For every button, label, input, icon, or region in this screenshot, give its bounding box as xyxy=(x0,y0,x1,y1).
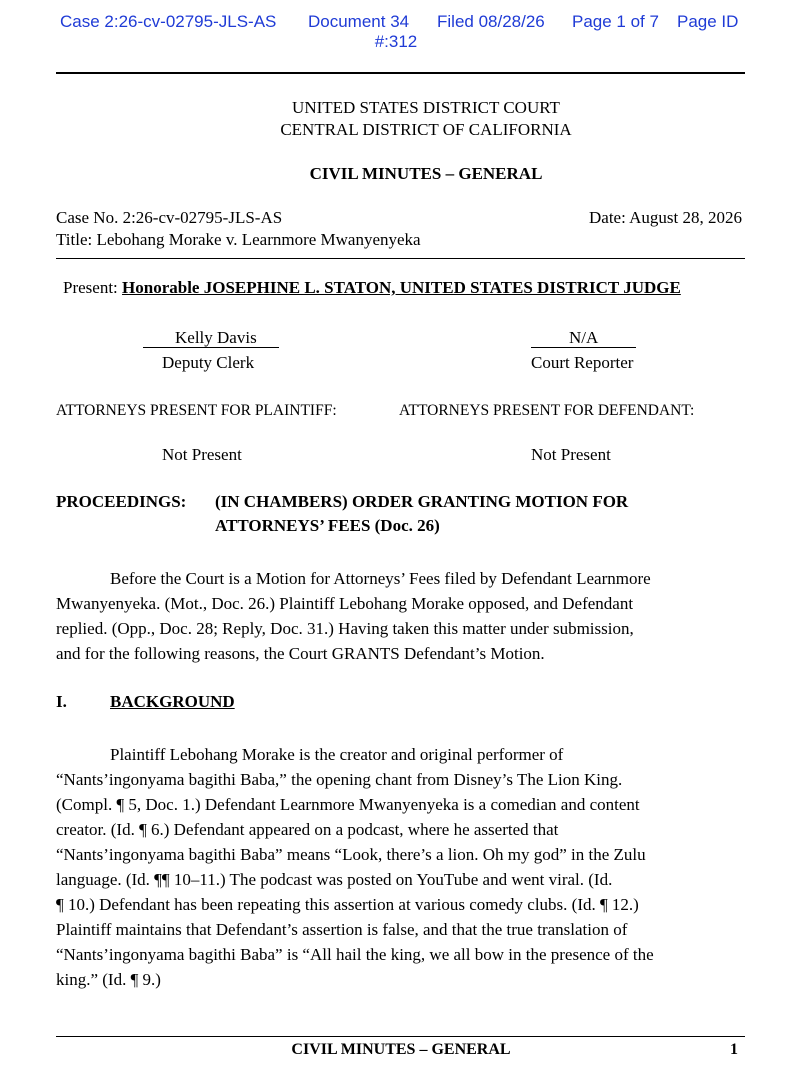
clerk-name-field xyxy=(143,328,279,348)
reporter-role: Court Reporter xyxy=(531,353,634,372)
minutes-date: Date: August 28, 2026 xyxy=(589,208,742,227)
proceedings-line2: ATTORNEYS’ FEES (Doc. 26) xyxy=(215,516,440,535)
section-number: I. xyxy=(56,692,67,711)
document-title: CIVIL MINUTES – GENERAL xyxy=(309,164,543,183)
court-name-line2: CENTRAL DISTRICT OF CALIFORNIA xyxy=(280,120,572,139)
present-line xyxy=(63,278,681,298)
reporter-name-field xyxy=(531,328,636,348)
background-line: “Nants’ingonyama bagithi Baba” is “All hail the king, we all bow in the presence of the xyxy=(56,945,654,964)
header-rule xyxy=(56,72,745,74)
intro-paragraph xyxy=(56,566,746,666)
background-line: “Nants’ingonyama bagithi Baba,” the opening chant from Disney’s The Lion King. xyxy=(56,770,623,789)
defendant-attorneys-value: Not Present xyxy=(531,445,611,464)
clerk-name: Kelly Davis xyxy=(175,328,257,347)
background-line: king.” (Id. ¶ 9.) xyxy=(56,970,161,989)
ecf-page-id-label: Page ID xyxy=(677,12,739,31)
presiding-judge: Honorable JOSEPHINE L. STATON, UNITED STATES DISTRICT JUDGE xyxy=(122,278,681,297)
court-name xyxy=(56,97,792,141)
intro-line: replied. (Opp., Doc. 28; Reply, Doc. 31.) Having taken this matter under submission, xyxy=(56,619,634,638)
reporter-name: N/A xyxy=(569,328,599,347)
ecf-document-number: Document 34 xyxy=(308,12,410,31)
background-line: Plaintiff Lebohang Morake is the creator and original performer of xyxy=(110,745,564,764)
plaintiff-attorneys-value: Not Present xyxy=(162,445,242,464)
case-title: Title: Lebohang Morake v. Learnmore Mwanyenyeka xyxy=(56,230,421,249)
court-name-line1: UNITED STATES DISTRICT COURT xyxy=(292,98,560,117)
footer-rule xyxy=(56,1036,745,1037)
proceedings-label: PROCEEDINGS: xyxy=(56,492,187,511)
background-line: “Nants’ingonyama bagithi Baba” means “Look, there’s a lion. Oh my god” in the Zulu xyxy=(56,845,646,864)
defendant-attorneys-label: ATTORNEYS PRESENT FOR DEFENDANT: xyxy=(399,402,695,419)
footer-title: CIVIL MINUTES – GENERAL xyxy=(291,1041,511,1058)
section-heading: BACKGROUND xyxy=(110,692,235,711)
ecf-page-count: Page 1 of 7 xyxy=(572,12,659,31)
background-paragraph xyxy=(56,742,746,992)
background-line: language. (Id. ¶¶ 10–11.) The podcast was posted on YouTube and went viral. (Id. xyxy=(56,870,613,889)
ecf-case-number: Case 2:26-cv-02795-JLS-AS xyxy=(60,12,277,31)
background-line: creator. (Id. ¶ 6.) Defendant appeared on a podcast, where he asserted that xyxy=(56,820,559,839)
clerk-role: Deputy Clerk xyxy=(162,353,255,372)
intro-line: and for the following reasons, the Court GRANTS Defendant’s Motion. xyxy=(56,644,545,663)
background-line: Plaintiff maintains that Defendant’s assertion is false, and that the true translation of xyxy=(56,920,628,939)
ecf-filed-date: Filed 08/28/26 xyxy=(437,12,545,31)
case-number: Case No. 2:26-cv-02795-JLS-AS xyxy=(56,208,283,227)
intro-line: Mwanyenyeka. (Mot., Doc. 26.) Plaintiff Lebohang Morake opposed, and Defendant xyxy=(56,594,634,613)
plaintiff-attorneys-label: ATTORNEYS PRESENT FOR PLAINTIFF: xyxy=(56,402,337,419)
background-line: (Compl. ¶ 5, Doc. 1.) Defendant Learnmore Mwanyenyeka is a comedian and content xyxy=(56,795,640,814)
case-info-rule xyxy=(56,258,745,259)
background-line: ¶ 10.) Defendant has been repeating this assertion at various comedy clubs. (Id. ¶ 12.) xyxy=(56,895,639,914)
proceedings-line1: (IN CHAMBERS) ORDER GRANTING MOTION FOR xyxy=(215,492,629,511)
present-label: Present: xyxy=(63,278,118,297)
ecf-page-id-value: #:312 xyxy=(374,32,418,51)
page-number: 1 xyxy=(730,1041,738,1058)
intro-line: Before the Court is a Motion for Attorneys’ Fees filed by Defendant Learnmore xyxy=(110,569,651,588)
